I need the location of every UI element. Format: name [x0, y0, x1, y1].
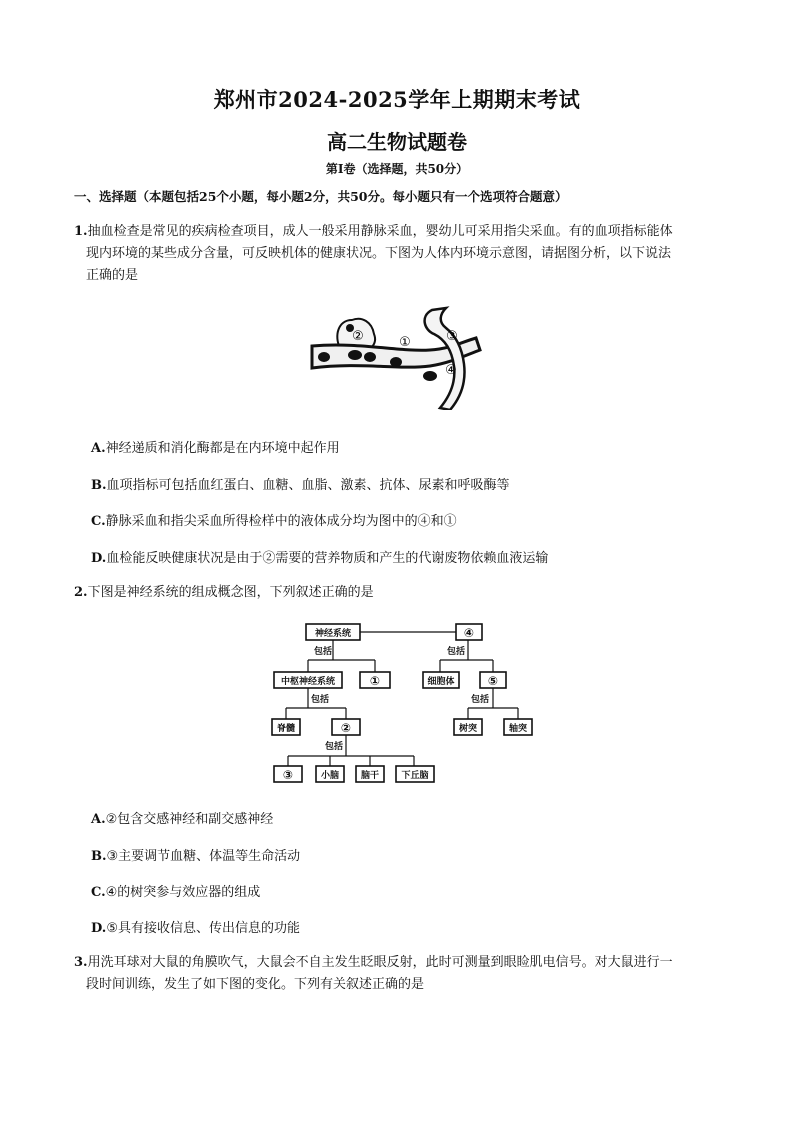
figure-label-4: ④: [445, 363, 457, 378]
label-axon: 轴突: [508, 724, 528, 734]
section-heading: 一、选择题（本题包括25个小题，每小题2分，共50分。每小题只有一个选项符合题意）: [74, 189, 568, 204]
label-include: 包括: [446, 647, 466, 657]
label-4: ④: [463, 626, 475, 640]
option-1d: D.血检能反映健康状况是由于②需要的营养物质和产生的代谢废物依赖血液运输: [91, 551, 549, 566]
blood-cell-shape: [364, 352, 376, 362]
question-1: [74, 221, 724, 287]
question-text: 正确的是: [86, 268, 139, 283]
label-3: ③: [282, 768, 294, 782]
label-hypothalamus: 下丘脑: [401, 771, 429, 781]
internal-environment-figure: [300, 300, 500, 410]
volume-heading: 第Ⅰ卷（选择题，共50分）: [325, 162, 469, 176]
label-5: ⑤: [487, 674, 499, 688]
blood-cell-shape: [318, 352, 330, 362]
label-include: 包括: [310, 695, 330, 705]
question-text: 用洗耳球对大鼠的角膜吹气，大鼠会不自主发生眨眼反射，此时可测量到眼睑肌电信号。对大鼠进行一: [87, 955, 673, 970]
label-cns: 中枢神经系统: [280, 677, 336, 687]
option-1b: B.血项指标可包括血红蛋白、血糖、血脂、激素、抗体、尿素和呼吸酶等: [91, 478, 510, 493]
question-text: 现内环境的某些成分含量，可反映机体的健康状况。下图为人体内环境示意图，请据图分析，以下说法: [86, 246, 672, 261]
label-spinal-cord: 脊髓: [276, 724, 296, 734]
exam-title: 郑州市2024-2025学年上期期末考试: [213, 87, 581, 112]
option-2c: C.④的树突参与效应器的组成: [91, 885, 261, 900]
option-1a: A.神经递质和消化酶都是在内环境中起作用: [91, 441, 340, 456]
exam-subtitle: 高二生物试题卷: [327, 130, 467, 154]
option-1c: C.静脉采血和指尖采血所得检样中的液体成分均为图中的④和①: [91, 514, 457, 529]
question-2: [74, 582, 724, 604]
question-number: 3.: [74, 955, 88, 970]
option-2a: A.②包含交感神经和副交感神经: [91, 812, 274, 827]
label-nervous-system: 神经系统: [314, 629, 352, 639]
question-3: [74, 952, 724, 996]
label-cell-body: 细胞体: [427, 677, 455, 687]
question-text: 抽血检查是常见的疾病检查项目，成人一般采用静脉采血，婴幼儿可采用指尖采血。有的血项指标能体: [87, 224, 673, 239]
option-2b: B.③主要调节血糖、体温等生命活动: [91, 849, 301, 864]
label-1: ①: [369, 674, 381, 688]
question-text: 下图是神经系统的组成概念图，下列叙述正确的是: [87, 585, 374, 600]
label-include: 包括: [470, 695, 490, 705]
nervous-system-diagram: [268, 618, 538, 788]
figure-label-1: ①: [399, 335, 411, 350]
question-text: 段时间训练，发生了如下图的变化。下列有关叙述正确的是: [86, 977, 425, 992]
blood-cell-shape: [423, 371, 437, 381]
label-include: 包括: [324, 742, 344, 752]
label-cerebellum: 小脑: [320, 771, 340, 781]
question-number: 2.: [74, 585, 88, 600]
label-include: 包括: [313, 647, 333, 657]
label-brainstem: 脑干: [360, 771, 380, 781]
blood-cell-shape: [390, 357, 402, 367]
blood-cell-shape: [348, 350, 362, 360]
figure-label-3: ③: [446, 329, 458, 344]
figure-label-2: ②: [352, 329, 364, 344]
option-2d: D.⑤具有接收信息、传出信息的功能: [91, 921, 300, 936]
question-number: 1.: [74, 224, 88, 239]
label-dendrite: 树突: [458, 724, 478, 734]
label-2: ②: [340, 721, 352, 735]
